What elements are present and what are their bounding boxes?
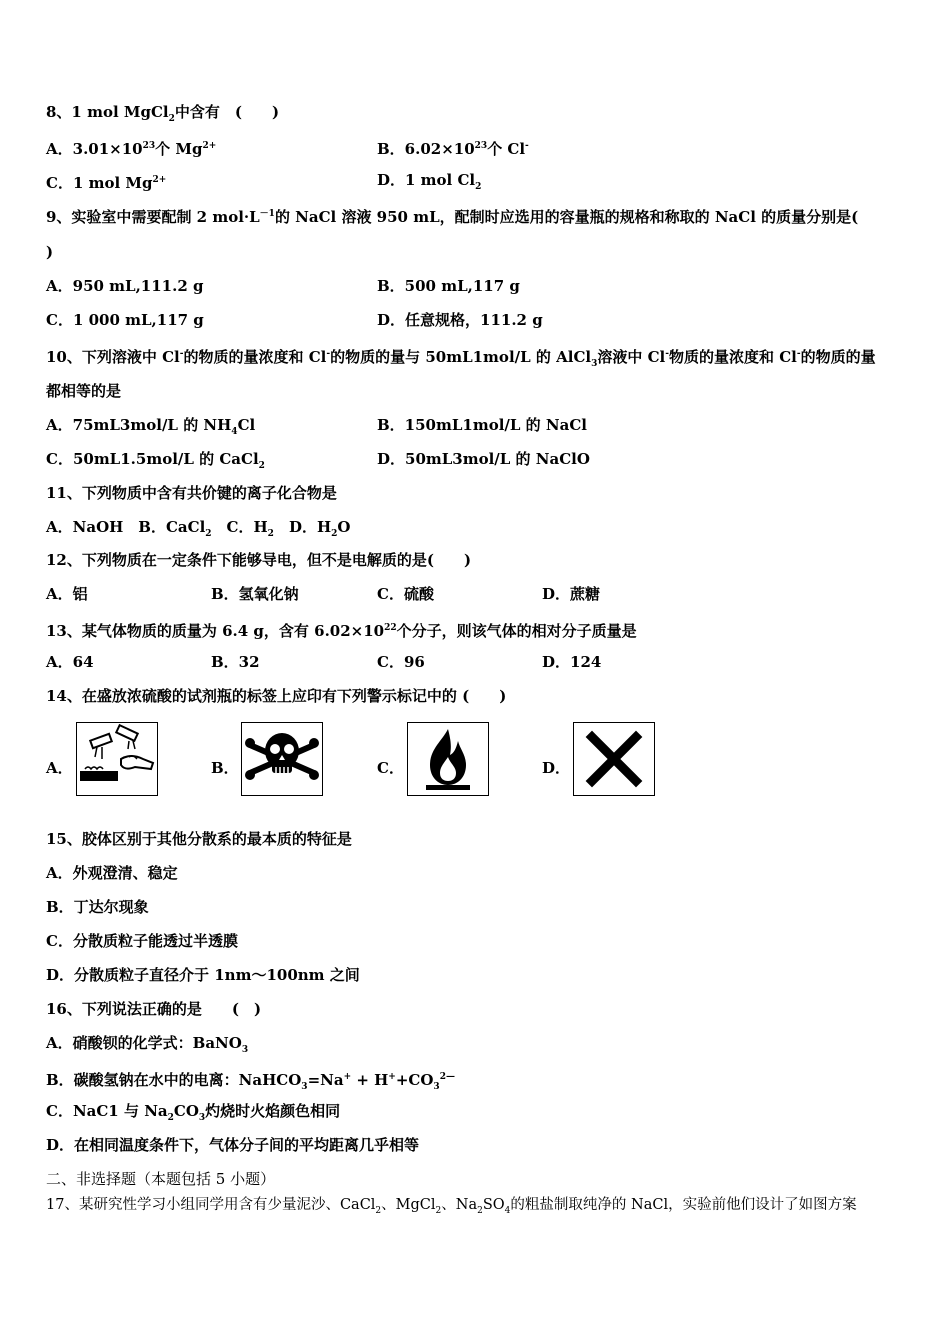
q16-option-c: C．NaC1 与 $Na_2CO_3$灼烧时火焰颜色相同 [46, 1102, 341, 1123]
q8-option-c: C．1 mol $Mg^{2+}$ [46, 174, 167, 192]
q8-option-a: A．$3.01\times 10^{23}$个 $Mg^{2+}$ [46, 140, 217, 158]
q13-option-c: C．96 [377, 653, 425, 671]
toxic-skull-sign-icon [241, 722, 323, 796]
q14-option-d-label: D． [542, 759, 571, 777]
q15-option-c: C．分散质粒子能透过半透膜 [46, 932, 238, 950]
q14-stem: 14、在盛放浓硫酸的试剂瓶的标签上应印有下列警示标记中的 ( ) [46, 687, 507, 705]
q8-option-b: B．$6.02\times 10^{23}$个 Cl- [377, 140, 529, 158]
q12-option-c: C．硫酸 [377, 585, 434, 603]
q10-option-d: D．50mL3mol/L 的 NaClO [377, 450, 590, 468]
q12-option-d: D．蔗糖 [542, 585, 601, 603]
q9-option-b: B．500 mL,117 g [377, 277, 520, 295]
q13-option-a: A．64 [46, 653, 94, 671]
q9-stem: 9、实验室中需要配制 2 $mol\cdot L^{-1}$的 NaCl 溶液 950 mL，配制时应选用的容量瓶的规格和称取的 NaCl 的质量分别是( [46, 208, 859, 226]
q14-option-a-label: A． [46, 759, 73, 777]
q12-option-b: B．氢氧化钠 [211, 585, 299, 603]
q11-stem: 11、下列物质中含有共价键的离子化合物是 [46, 484, 337, 502]
q10-option-c: C．50mL1.5mol/L 的 CaCl$_2$ [46, 450, 265, 471]
q9-option-d: D．任意规格，111.2 g [377, 311, 543, 329]
q8-option-d: D．1 mol $Cl_2$ [377, 171, 482, 192]
q16-stem: 16、下列说法正确的是 ( ) [46, 1000, 262, 1018]
harmful-x-sign-icon [573, 722, 655, 796]
q8-stem: 8、1 mol MgCl$_2$中含有 ( ) [46, 103, 280, 124]
flammable-flame-sign-icon [407, 722, 489, 796]
q10-stem: 10、下列溶液中 Cl-的物质的量浓度和 Cl-的物质的量与 50mL1mol/L 的 AlCl$_3$溶液中 Cl-物质的量浓度和 Cl-的物质的量 [46, 348, 876, 369]
q11-options: A．NaOH B．CaCl$_2$ C．$H_2$ D．$H_2O$ [46, 518, 351, 539]
q10-stem-cont: 都相等的是 [46, 382, 122, 400]
q12-stem: 12、下列物质在一定条件下能够导电，但不是电解质的是( ) [46, 551, 472, 569]
q15-option-b: B．丁达尔现象 [46, 898, 149, 916]
q15-stem: 15、胶体区别于其他分散系的最本质的特征是 [46, 830, 352, 848]
q9-option-a: A．950 mL,111.2 g [46, 277, 204, 295]
q16-option-b: B．碳酸氢钠在水中的电离：NaHCO$_3$=Na+ + $H^++CO_3^{2—}$ [46, 1071, 455, 1092]
q13-option-d: D．124 [542, 653, 602, 671]
q12-option-a: A．铝 [46, 585, 88, 603]
q9-stem-end: ) [46, 243, 54, 261]
q10-option-a: A．75mL3mol/L 的 $NH_4Cl$ [46, 416, 256, 437]
q14-option-c-label: C． [377, 759, 404, 777]
q10-option-b: B．150mL1mol/L 的 NaCl [377, 416, 587, 434]
corrosive-sign-icon [76, 722, 158, 796]
q17-stem: 17、某研究性学习小组同学用含有少量泥沙、CaCl$_2$、MgCl$_2$、$Na_2SO_4$的粗盐制取纯净的 NaCl，实验前他们设计了如图方案 [46, 1197, 857, 1216]
q15-option-d: D．分散质粒子直径介于 1nm～100nm 之间 [46, 966, 360, 984]
q9-option-c: C．1 000 mL,117 g [46, 311, 204, 329]
q16-option-d: D．在相同温度条件下，气体分子间的平均距离几乎相等 [46, 1136, 420, 1154]
q14-option-b-label: B． [211, 759, 239, 777]
q15-option-a: A．外观澄清、稳定 [46, 864, 178, 882]
section-heading: 二、非选择题（本题包括 5 小题） [46, 1170, 276, 1188]
q13-stem: 13、某气体物质的质量为 6.4 g，含有 $6.02\times 10^{22}$个分子，则该气体的相对分子质量是 [46, 622, 637, 640]
q13-option-b: B．32 [211, 653, 260, 671]
q16-option-a: A．硝酸钡的化学式：BaNO$_3$ [46, 1034, 249, 1055]
